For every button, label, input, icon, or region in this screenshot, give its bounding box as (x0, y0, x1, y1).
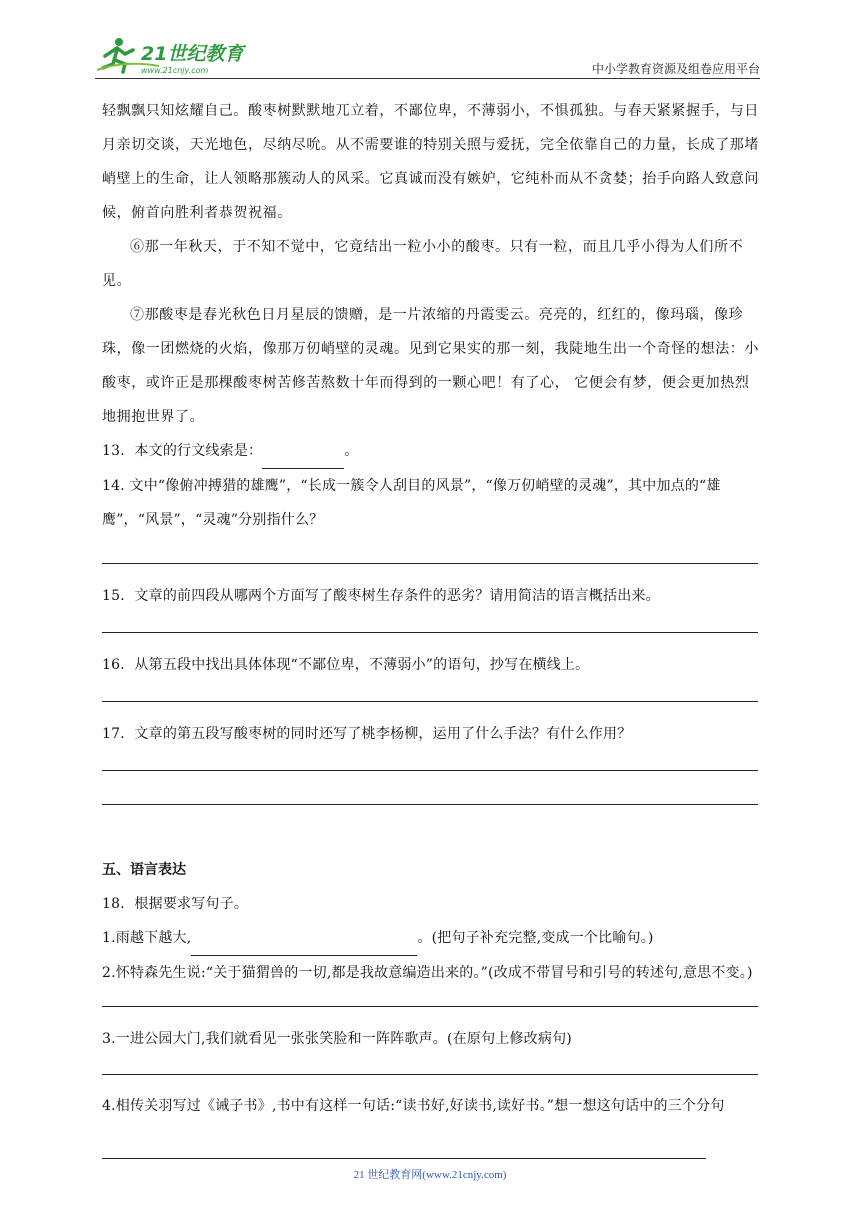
header-divider (95, 78, 760, 79)
question-15: 15．文章的前四段从哪两个方面写了酸枣树生存条件的恶劣？请用简洁的语言概括出来。 (102, 588, 660, 604)
question-13-text: 13．本文的行文线索是： (102, 443, 263, 459)
passage-paragraph-6: ⑥那一年秋天，于不知不觉中，它竟结出一粒小小的酸枣。只有一粒，而且几乎小得为人们所不见。 (102, 239, 744, 289)
question-13 (102, 434, 762, 469)
question-18-4: 4.相传关羽写过《诫子书》,书中有这样一句话:“读书好,好读书,读好书。”想一想这句话中的三个分句 (102, 1098, 725, 1114)
question-18-1-text: 1.雨越下越大, (102, 930, 192, 946)
page-content (102, 94, 762, 1123)
footer-text: 21 世纪教育网(www.21cnjy.com) (353, 1169, 507, 1181)
question-18-3: 3.一进公园大门,我们就看见一张张笑脸和一阵阵歌声。(在原句上修改病句) (102, 1031, 572, 1047)
question-13-end: 。 (344, 443, 359, 459)
passage-paragraph-7: ⑦那酸枣是春光秋色日月星辰的馈赠，是一片浓缩的丹霞雯云。亮亮的，红红的，像玛瑙，像珍珠，像一团燃烧的火焰，像那万仞峭壁的灵魂。见到它果实的那一刻，我陡地生出一个奇怪的想法：小酸枣，或许正是那棵酸枣树苦修苦熬数十年而得到的一颗心吧！有了心， 它便会有梦，便会更加热烈地拥抱世界了。 (102, 307, 759, 425)
page-header (95, 30, 760, 78)
question-18: 18．根据要求写句子。 (102, 896, 249, 912)
section-title-5: 五、语言表达 (102, 862, 186, 878)
question-18-2: 2.怀特森先生说:“关于猫猬兽的一切,都是我故意编造出来的。”(改成不带冒号和引号的转述句,意思不变。) (102, 965, 753, 981)
question-18-1-hint: 。(把句子补充完整,变成一个比喻句。) (417, 930, 654, 946)
svg-text:21世纪教育: 21世纪教育 (141, 43, 244, 65)
svg-text:www.21cnjy.com: www.21cnjy.com (141, 66, 209, 75)
question-14: 14. 文中“像俯冲搏猎的雄鹰”，“长成一簇令人刮目的风景”，“像万仞峭壁的灵魂”，其中加点的“雄鹰”，“风景”，“灵魂”分别指什么？ (102, 478, 721, 528)
question-18-1 (102, 921, 762, 956)
answer-blank-18-1[interactable] (191, 921, 417, 956)
platform-name: 中小学教育资源及组卷应用平台 (591, 62, 760, 76)
footer-divider (102, 1158, 706, 1159)
logo-21cnjy (95, 36, 265, 76)
question-16: 16．从第五段中找出具体体现“不鄙位卑，不薄弱小”的语句，抄写在横线上。 (102, 657, 590, 673)
question-17: 17．文章的第五段写酸枣树的同时还写了桃李杨柳，运用了什么手法？有什么作用？ (102, 726, 632, 742)
answer-blank-13[interactable] (262, 434, 344, 469)
passage-paragraph-5: 轻飘飘只知炫耀自己。酸枣树默默地兀立着，不鄙位卑，不薄弱小，不惧孤独。与春天紧紧握手，与日月亲切交谈，天光地色，尽纳尽吮。从不需要谁的特别关照与爱抚，完全依靠自己的力量，长成了那堵峭壁上的生命，让人领略那簇动人的风采。它真诚而没有嫉妒，它纯朴而从不贪婪；抬手向路人致意问候，俯首向胜利者恭贺祝福。 (102, 103, 759, 221)
